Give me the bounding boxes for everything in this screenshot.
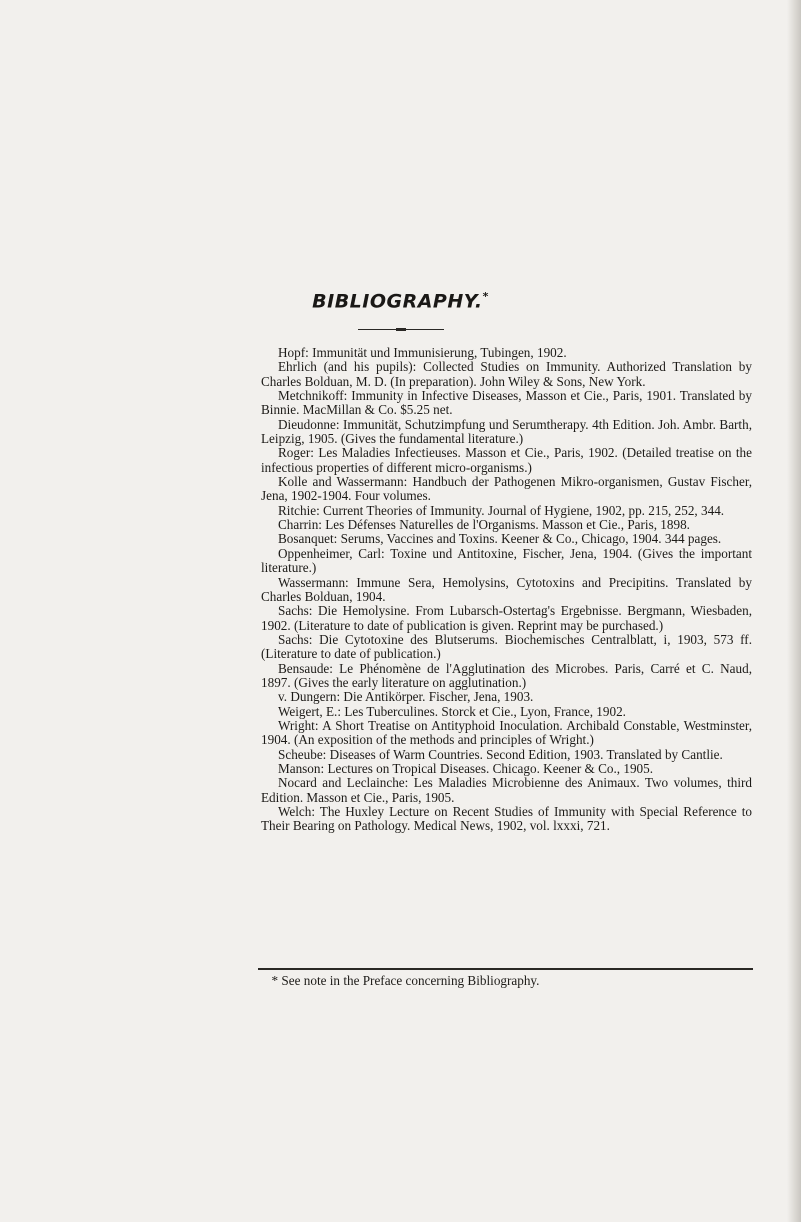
footnote-divider: [258, 968, 753, 970]
bibliography-entry: Roger: Les Maladies Infectieuses. Masson et Cie., Paris, 1902. (Detailed treatise on the infectious properties of different micro-organisms.): [261, 445, 752, 475]
title-ornament-rule: [358, 329, 444, 330]
title-text: BIBLIOGRAPHY.: [312, 290, 483, 313]
bibliography-entry: Hopf: Immunität und Immunisierung, Tubingen, 1902.: [278, 345, 567, 360]
page-title: [0, 290, 801, 312]
bibliography-entry: Kolle and Wassermann: Handbuch der Pathogenen Mikro-organismen, Gustav Fischer, Jena, 1902-1904. Four volumes.: [261, 474, 752, 504]
bibliography-entry: Metchnikoff: Immunity in Infective Diseases, Masson et Cie., Paris, 1901. Translated by Binnie. MacMillan & Co. $5.25 net.: [261, 388, 752, 418]
bibliography-entry: Manson: Lectures on Tropical Diseases. Chicago. Keener & Co., 1905.: [278, 760, 654, 776]
bibliography-entry: Ehrlich (and his pupils): Collected Studies on Immunity. Authorized Translation by Charles Bolduan, M. D. (In preparation). John Wiley & Sons, New York.: [261, 359, 752, 389]
bibliography-entry: Charrin: Les Défenses Naturelles de l'Organisms. Masson et Cie., Paris, 1898.: [278, 517, 690, 533]
title-footnote-mark: *: [482, 290, 489, 303]
bibliography-entry: Oppenheimer, Carl: Toxine und Antitoxine, Fischer, Jena, 1904. (Gives the important literature.): [261, 545, 752, 576]
bibliography-entry: Wright: A Short Treatise on Antityphoid Inoculation. Archibald Constable, Westminster, 1904. (An exposition of the methods and principles of Wright.): [261, 717, 752, 748]
bibliography-entry: Sachs: Die Cytotoxine des Blutserums. Biochemisches Centralblatt, i, 1903, 573 ff. (Literature to date of publication.): [261, 631, 752, 662]
bibliography-entry: Sachs: Die Hemolysine. From Lubarsch-Ostertag's Ergebnisse. Bergmann, Wiesbaden, 1902. (Literature to date of publication is given. Reprint may be purchased.): [261, 603, 752, 633]
bibliography-entry: Weigert, E.: Les Tuberculines. Storck et Cie., Lyon, France, 1902.: [278, 703, 626, 719]
bibliography-entry: Welch: The Huxley Lecture on Recent Studies of Immunity with Special Reference to Their Bearing on Pathology. Medical News, 1902, vol. lxxxi, 721.: [261, 804, 752, 834]
bibliography-list: [261, 346, 752, 834]
bibliography-entry: Bosanquet: Serums, Vaccines and Toxins. Keener & Co., Chicago, 1904. 344 pages.: [278, 531, 722, 547]
bibliography-entry: Nocard and Leclainche: Les Maladies Microbienne des Animaux. Two volumes, third Edition. Masson et Cie., Paris, 1905.: [261, 775, 752, 805]
page-edge-shadow: [787, 0, 801, 1222]
bibliography-entry: Bensaude: Le Phénomène de l'Agglutination des Microbes. Paris, Carré et C. Naud, 1897. (Gives the early literature on agglutination.): [261, 660, 752, 690]
bibliography-entry: Ritchie: Current Theories of Immunity. Journal of Hygiene, 1902, pp. 215, 252, 344.: [278, 502, 725, 518]
bibliography-entry: v. Dungern: Die Antikörper. Fischer, Jena, 1903.: [278, 689, 534, 705]
bibliography-entry: Scheube: Diseases of Warm Countries. Second Edition, 1903. Translated by Cantlie.: [278, 746, 723, 762]
bibliography-entry: Wassermann: Immune Sera, Hemolysins, Cytotoxins and Precipitins. Translated by Charles Bolduan, 1904.: [261, 574, 752, 604]
bibliography-entry: Dieudonne: Immunität, Schutzimpfung und Serumtherapy. 4th Edition. Joh. Ambr. Barth, Leipzig, 1905. (Gives the fundamental literature.): [261, 416, 752, 447]
footnote: * See note in the Preface concerning Bibliography.: [271, 973, 540, 988]
